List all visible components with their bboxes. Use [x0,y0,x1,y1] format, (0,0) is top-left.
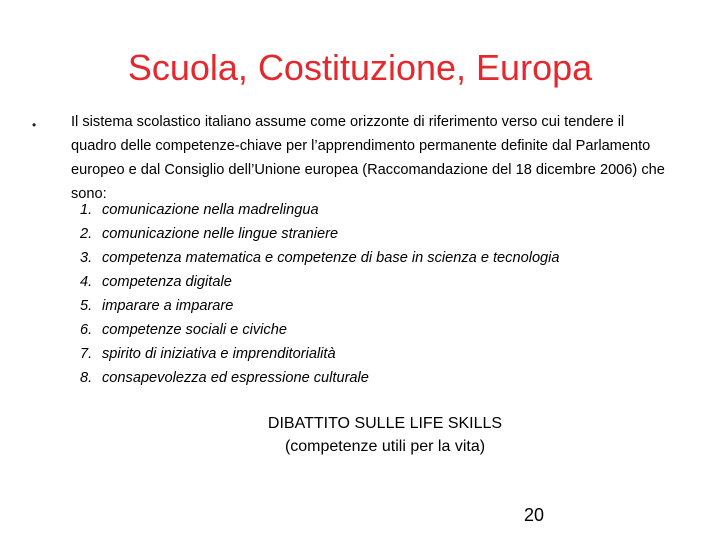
list-item-number: 7. [80,346,93,362]
list-item [80,294,660,318]
list-item [80,342,660,366]
list-item [80,222,660,246]
list-item-number: 3. [80,250,93,266]
list-item [80,270,660,294]
list-item-text: competenza matematica e competenze di base in scienza e tecnologia [102,250,560,266]
list-item-number: 5. [80,298,93,314]
list-item [80,366,660,390]
list-item-text: spirito di iniziativa e imprenditorialità [102,346,336,362]
list-item [80,246,660,270]
intro-paragraph: Il sistema scolastico italiano assume come orizzonte di riferimento verso cui tendere il quadro delle competenze-chiave per l’apprendimento permanente definite dal Parlamento europeo e dal Consiglio dell’Unione europea (Raccomandazione del 18 dicembre 2006) che sono: [71,114,665,202]
list-item-text: competenze sociali e civiche [102,322,287,338]
list-item-text: consapevolezza ed espressione culturale [102,370,369,386]
list-item-text: comunicazione nella madrelingua [102,202,319,218]
bullet-marker: • [32,118,37,132]
callout-subheading: (competenze utili per la vita) [284,438,486,455]
list-item-text: comunicazione nelle lingue straniere [102,226,339,242]
list-item-text: imparare a imparare [102,298,234,314]
competence-list [80,198,660,390]
list-item-number: 8. [80,370,93,386]
list-item [80,318,660,342]
list-item [80,198,660,222]
list-item-number: 2. [80,226,93,242]
slide-title: Scuola, Costituzione, Europa [127,47,593,88]
life-skills-callout [255,412,515,458]
list-item-text: competenza digitale [102,274,232,290]
page-number: 20 [523,505,545,525]
list-item-number: 1. [80,202,93,218]
callout-heading: DIBATTITO SULLE LIFE SKILLS [267,415,503,432]
list-item-number: 6. [80,322,93,338]
list-item-number: 4. [80,274,93,290]
